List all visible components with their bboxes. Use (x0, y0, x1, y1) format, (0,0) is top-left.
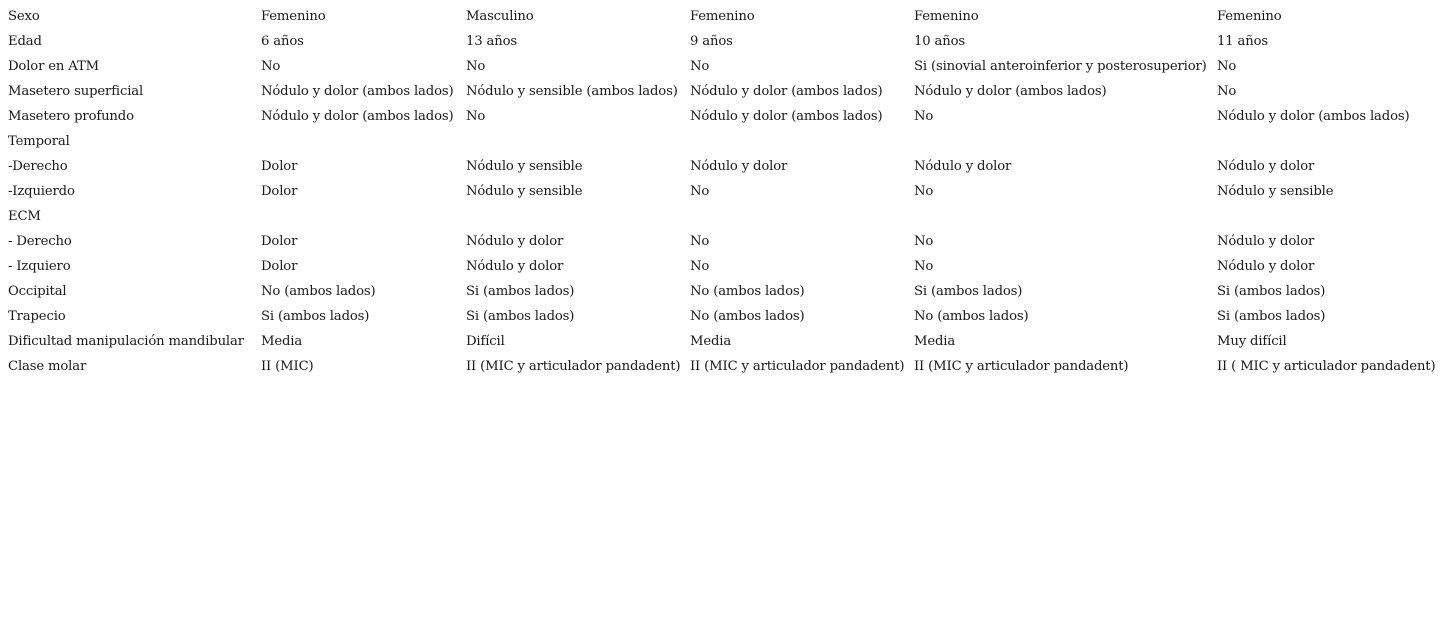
table-cell: II ( MIC y articulador pandadent) (1217, 359, 1436, 374)
table-row (8, 204, 1446, 229)
table-row (8, 54, 1446, 79)
row-label: -Derecho (8, 159, 68, 174)
table-cell: Nódulo y dolor (ambos lados) (690, 109, 883, 124)
table-cell: Si (ambos lados) (466, 309, 575, 324)
table-cell: Dolor (261, 234, 298, 249)
table-cell: Dolor (261, 184, 298, 199)
table-row (8, 279, 1446, 304)
table-cell: Masculino (466, 9, 534, 24)
table-cell: Si (ambos lados) (914, 284, 1023, 299)
table-row (8, 104, 1446, 129)
table-cell: No (914, 259, 934, 274)
row-label: Masetero profundo (8, 109, 134, 124)
table-cell: Si (ambos lados) (1217, 284, 1326, 299)
table-cell: No (690, 59, 710, 74)
table-cell: Media (261, 334, 303, 349)
table-cell: No (690, 234, 710, 249)
table-cell (1217, 129, 1446, 154)
table-cell: Nódulo y dolor (ambos lados) (690, 84, 883, 99)
table-cell: Si (ambos lados) (1217, 309, 1326, 324)
table-cell (690, 129, 914, 154)
row-label: -Izquierdo (8, 184, 75, 199)
table-cell: No (690, 259, 710, 274)
table-cell: No (466, 59, 486, 74)
table-cell: Femenino (914, 9, 979, 24)
table-row (8, 129, 1446, 154)
table-cell (690, 204, 914, 229)
row-label: Occipital (8, 284, 67, 299)
table-row (8, 329, 1446, 354)
row-label: Dificultad manipulación mandibular (8, 334, 244, 349)
table-row (8, 229, 1446, 254)
table-cell: 9 años (690, 34, 733, 49)
table-cell: II (MIC y articulador pandadent) (690, 359, 905, 374)
table-cell (466, 129, 690, 154)
row-label: ECM (8, 209, 41, 224)
table-cell: No (914, 234, 934, 249)
row-label: - Izquiero (8, 259, 71, 274)
table-cell: 11 años (1217, 34, 1268, 49)
table-cell (261, 204, 466, 229)
table-cell: Dolor (261, 259, 298, 274)
table-cell: Nódulo y sensible (ambos lados) (466, 84, 678, 99)
table-row (8, 29, 1446, 54)
table-cell: II (MIC) (261, 359, 314, 374)
table-cell: Si (sinovial anteroinferior y posterosuperior) (914, 59, 1207, 74)
table-row (8, 179, 1446, 204)
table-cell: No (914, 184, 934, 199)
table-cell: No (466, 109, 486, 124)
table-cell: Nódulo y dolor (ambos lados) (261, 84, 454, 99)
table-row (8, 4, 1446, 29)
table-cell: Difícil (466, 334, 505, 349)
table-row (8, 79, 1446, 104)
table-cell: Femenino (261, 9, 326, 24)
table-cell: Nódulo y dolor (1217, 159, 1315, 174)
table-cell (261, 129, 466, 154)
row-label: Temporal (8, 134, 70, 149)
table-cell: No (ambos lados) (914, 309, 1029, 324)
table-cell: No (ambos lados) (690, 309, 805, 324)
table-cell: Media (690, 334, 732, 349)
table-cell: Femenino (690, 9, 755, 24)
table-cell (914, 204, 1217, 229)
table-cell: Nódulo y sensible (466, 184, 583, 199)
row-label: Dolor en ATM (8, 59, 99, 74)
table-cell: Nódulo y dolor (914, 159, 1012, 174)
table-cell: II (MIC y articulador pandadent) (914, 359, 1129, 374)
table-cell: 13 años (466, 34, 517, 49)
table-cell: Si (ambos lados) (466, 284, 575, 299)
row-label: Sexo (8, 9, 40, 24)
table-row (8, 254, 1446, 279)
table-cell (466, 204, 690, 229)
row-label: Edad (8, 34, 42, 49)
table-cell: Nódulo y dolor (ambos lados) (1217, 109, 1410, 124)
row-label: Masetero superficial (8, 84, 144, 99)
row-label: Clase molar (8, 359, 87, 374)
table-cell: No (914, 109, 934, 124)
table-cell (914, 129, 1217, 154)
row-label: - Derecho (8, 234, 72, 249)
table-body (8, 4, 1446, 379)
table-cell: 6 años (261, 34, 304, 49)
table-row (8, 354, 1446, 379)
table-cell (1217, 204, 1446, 229)
table-cell: Nódulo y dolor (1217, 259, 1315, 274)
table-cell: No (ambos lados) (261, 284, 376, 299)
table-cell: Femenino (1217, 9, 1282, 24)
table-cell: No (ambos lados) (690, 284, 805, 299)
table-cell: II (MIC y articulador pandadent) (466, 359, 681, 374)
table-cell: Nódulo y dolor (ambos lados) (261, 109, 454, 124)
table-cell: Nódulo y sensible (1217, 184, 1334, 199)
table-cell: Si (ambos lados) (261, 309, 370, 324)
table-cell: Media (914, 334, 956, 349)
row-label: Trapecio (8, 309, 66, 324)
table-row (8, 304, 1446, 329)
table-cell: No (1217, 59, 1237, 74)
table-cell: Nódulo y dolor (466, 259, 564, 274)
table-cell: Nódulo y dolor (466, 234, 564, 249)
table-cell: Muy difícil (1217, 334, 1287, 349)
table-cell: Nódulo y dolor (1217, 234, 1315, 249)
clinical-findings-table (8, 4, 1446, 379)
table-cell: Nódulo y dolor (690, 159, 788, 174)
table-row (8, 154, 1446, 179)
table-cell: No (261, 59, 281, 74)
table-cell: Nódulo y dolor (ambos lados) (914, 84, 1107, 99)
table-cell: Dolor (261, 159, 298, 174)
table-cell: 10 años (914, 34, 965, 49)
table-cell: No (690, 184, 710, 199)
table-cell: Nódulo y sensible (466, 159, 583, 174)
table-cell: No (1217, 84, 1237, 99)
